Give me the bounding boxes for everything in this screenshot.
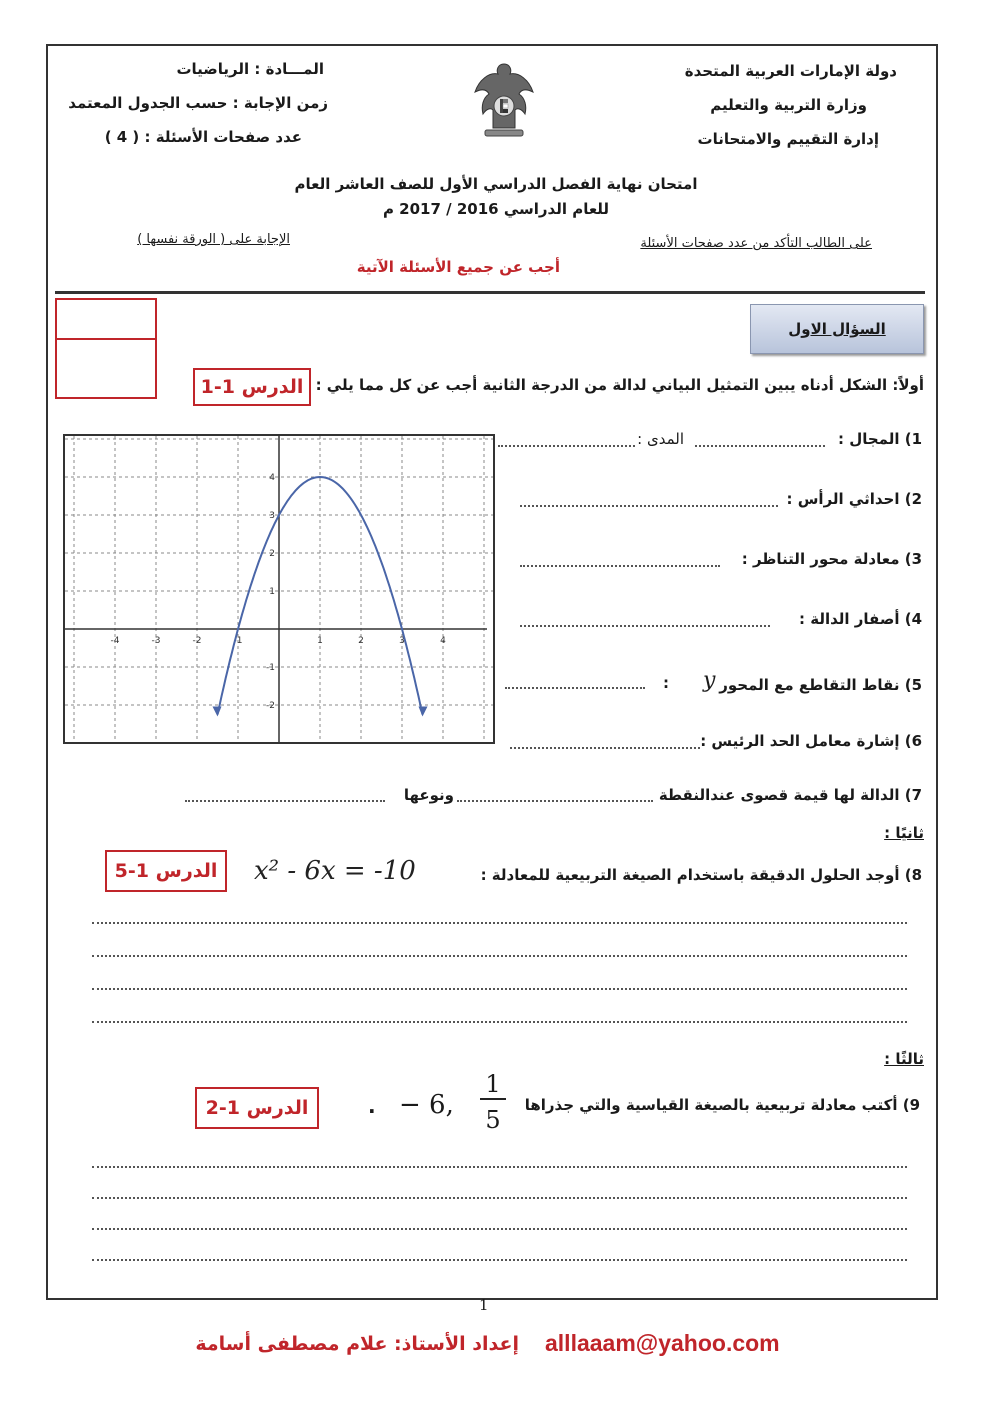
parabola-graph (63, 434, 495, 744)
item-y-intercept-label: 5) نقاط التقاطع مع المحور (719, 676, 922, 694)
x-tick-label: -4 (110, 636, 120, 646)
item-symmetry-label: 3) معادلة محور التناظر : (741, 550, 922, 568)
header-separator (55, 291, 925, 294)
y-tick-label: -1 (266, 663, 275, 673)
emblem-falcon-icon (465, 58, 543, 142)
page-number: 1 (479, 1296, 489, 1314)
academic-year: للعام الدراسي 2016 / 2017 م (382, 200, 610, 218)
domain-answer-line (695, 445, 825, 447)
item-leading-coef-label: 6) إشارة معامل الحد الرئيس : (700, 732, 922, 750)
y-intercept-answer-line (505, 687, 645, 689)
part-three-heading: ثالثًا : (884, 1050, 924, 1068)
x-tick-label: 2 (358, 636, 364, 646)
page-check-note: على الطالب التأكد من عدد صفحات الأسئلة (640, 236, 872, 251)
lesson-badge-1-1: الدرس 1-1 (193, 368, 311, 406)
part-two-heading: ثانيًا : (884, 824, 924, 842)
footer-email[interactable]: alllaaam@yahoo.com (545, 1330, 780, 1356)
y-tick-label: 4 (269, 473, 275, 483)
grade-box (55, 298, 157, 399)
fraction-numerator: 1 (480, 1070, 506, 1100)
answer-line-9-4 (92, 1259, 907, 1261)
answer-line-8-2 (92, 955, 907, 957)
x-tick-label: -3 (151, 636, 161, 646)
sentence-period: . (368, 1094, 376, 1118)
instruction-text: أجب عن جميع الأسئلة الآتية (356, 258, 560, 276)
question-one-heading: السؤال الاول (750, 304, 924, 354)
fraction-denominator: 5 (485, 1106, 501, 1134)
answer-line-8-1 (92, 922, 907, 924)
answer-line-9-2 (92, 1197, 907, 1199)
answer-line-8-3 (92, 988, 907, 990)
item-vertex-label: 2) احداثي الرأس : (786, 490, 922, 508)
subject-label: المـــادة : الرياضيات (176, 60, 324, 78)
range-answer-line (498, 445, 635, 447)
symmetry-answer-line (520, 565, 720, 567)
y-variable: y (703, 668, 716, 693)
answer-line-8-4 (92, 1021, 907, 1023)
lesson-badge-1-2: الدرس 1-2 (195, 1087, 319, 1129)
y-tick-label: -2 (266, 701, 275, 711)
extreme-type-answer-line (185, 800, 385, 802)
y-tick-label: 2 (269, 549, 275, 559)
vertex-answer-line (520, 505, 778, 507)
country-name: دولة الإمارات العربية المتحدة (684, 62, 897, 80)
page-count-label: عدد صفحات الأسئلة : ( 4 ) (104, 128, 302, 146)
item-zeros-label: 4) أصفار الدالة : (799, 610, 922, 628)
answer-line-9-1 (92, 1166, 907, 1168)
x-tick-label: 3 (399, 636, 405, 646)
question-9-text: 9) أكتب معادلة تربيعية بالصيغة القياسية والتي جذراها (524, 1096, 920, 1114)
question-8-text: 8) أوجد الحلول الدقيقة باستخدام الصيغة التربيعية للمعادلة : (480, 866, 922, 884)
department-name: إدارة التقييم والامتحانات (697, 130, 879, 148)
ministry-name: وزارة التربية والتعليم (710, 96, 867, 114)
x-tick-label: 4 (440, 636, 446, 646)
x-tick-label: 1 (317, 636, 323, 646)
leading-coef-answer-line (510, 747, 700, 749)
item-domain-label: 1) المجال : (837, 430, 922, 448)
x-tick-label: -2 (192, 636, 202, 646)
zeros-answer-line (520, 625, 770, 627)
y-tick-label: 1 (269, 587, 275, 597)
y-tick-label: 3 (269, 511, 275, 521)
lesson-badge-1-5: الدرس 1-5 (105, 850, 227, 892)
quadratic-equation: x² - 6x = -10 (254, 856, 416, 886)
extreme-point-answer-line (457, 800, 653, 802)
root-negative-six: − 6, (399, 1090, 454, 1120)
footer-author: إعداد الأستاذ: علام مصطفى أسامة (195, 1333, 519, 1355)
answer-time-label: زمن الإجابة : حسب الجدول المعتمد (68, 94, 328, 112)
answer-line-9-3 (92, 1228, 907, 1230)
answer-sheet-note: الإجابة على ( الورقة نفسها ) (137, 232, 290, 247)
item-range-label: المدى : (637, 430, 684, 448)
exam-title: امتحان نهاية الفصل الدراسي الأول للصف العاشر العام (294, 175, 698, 193)
y-intercept-colon: : (663, 674, 669, 692)
item-extreme-label: 7) الدالة لها قيمة قصوى عندالنقطة (658, 786, 922, 804)
part-one-intro: أولاً: الشكل أدناه يبين التمثيل البياني لدالة من الدرجة الثانية أجب عن كل مما يلي : (315, 376, 924, 394)
x-tick-label: -1 (233, 636, 243, 646)
item-extreme-type-label: ونوعها (403, 786, 454, 804)
